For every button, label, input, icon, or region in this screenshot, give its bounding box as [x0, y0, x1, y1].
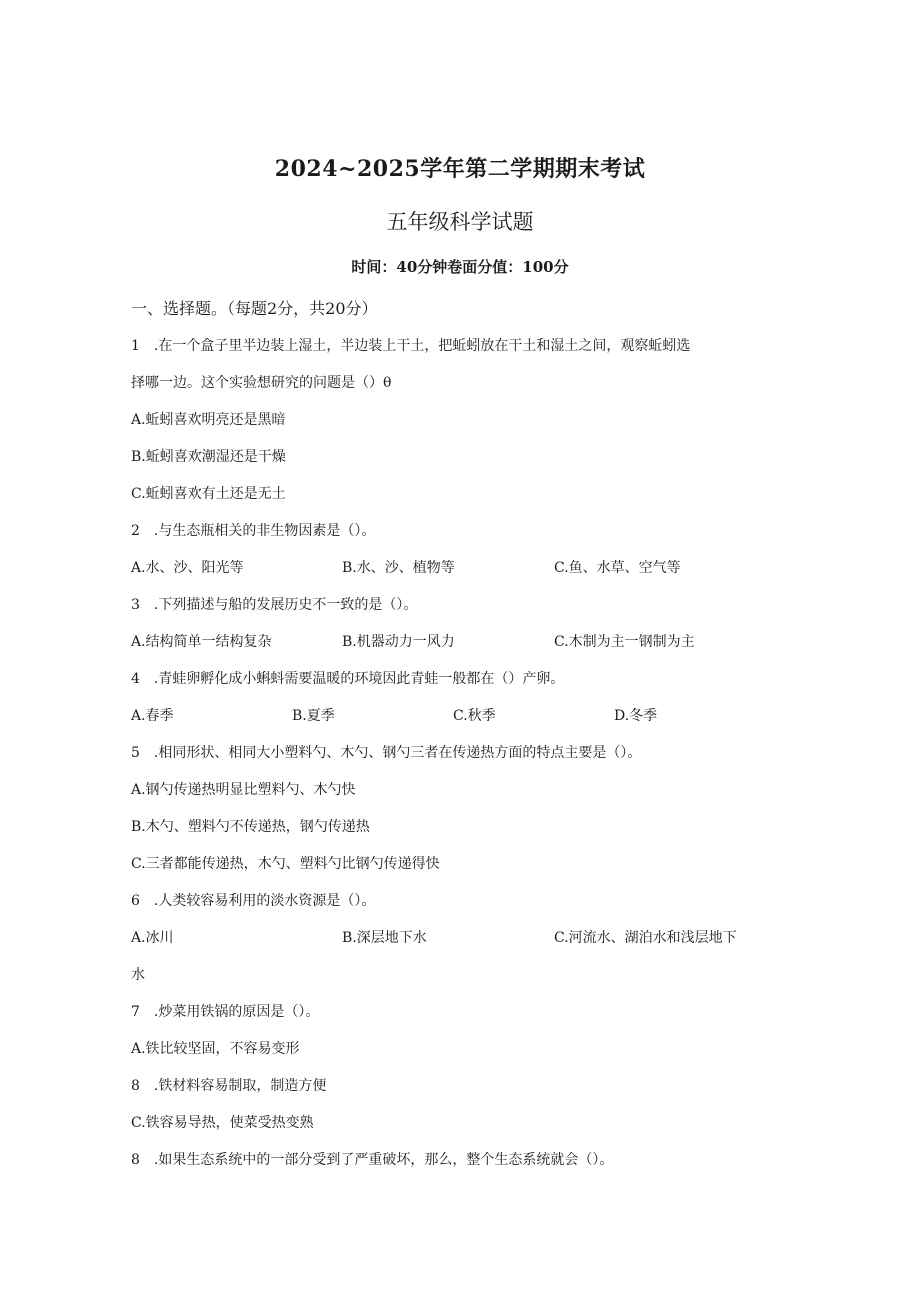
question-1-option-b: B.蚯蚓喜欢潮湿还是干燥 — [131, 449, 286, 465]
question-2-stem: 2 .与生态瓶相关的非生物因素是（）。 — [131, 523, 376, 539]
question-1-stem-line2: 择哪一边。这个实验想研究的问题是（）θ — [131, 375, 392, 391]
question-6-option-a: A.冰川 — [131, 930, 174, 946]
question-2-option-a: A.水、沙、阳光等 — [131, 560, 244, 576]
question-3-option-b: B.机器动力一风力 — [342, 634, 455, 650]
question-1-stem-line1: 1 .在一个盒子里半边装上湿土，半边装上干土，把蚯蚓放在干土和湿土之间，观察蚯蚓选 — [131, 338, 691, 354]
question-1-option-a: A.蚯蚓喜欢明亮还是黑暗 — [131, 412, 286, 428]
question-6-option-c: C.河流水、湖泊水和浅层地下 — [554, 930, 737, 946]
question-7-option-a: A.铁比较坚固，不容易变形 — [131, 1041, 300, 1057]
question-2-option-c: C.鱼、水草、空气等 — [554, 560, 681, 576]
question-6-option-b: B.深层地下水 — [342, 930, 427, 946]
question-5-stem: 5 .相同形状、相同大小塑料勺、木勺、钢勺三者在传递热方面的特点主要是（）。 — [131, 745, 642, 761]
question-5-option-a: A.钢勺传递热明显比塑料勺、木勺快 — [131, 782, 356, 798]
question-4-option-c: C.秋季 — [453, 708, 496, 724]
exam-subtitle: 五年级科学试题 — [386, 210, 534, 234]
question-5-option-b: B.木勺、塑料勺不传递热，钢勺传递热 — [131, 819, 370, 835]
question-1-option-c: C.蚯蚓喜欢有土还是无土 — [131, 486, 286, 502]
question-7-option-b: 8 .铁材料容易制取，制造方便 — [131, 1078, 327, 1094]
question-4-option-b: B.夏季 — [292, 708, 335, 724]
question-2-option-b: B.水、沙、植物等 — [342, 560, 455, 576]
question-3-option-c: C.木制为主一钢制为主 — [554, 634, 695, 650]
question-7-option-c: C.铁容易导热，使菜受热变熟 — [131, 1115, 314, 1131]
question-4-option-d: D.冬季 — [614, 708, 658, 724]
question-4-stem: 4 .青蛙卵孵化成小蝌蚪需要温暖的环境因此青蛙一般都在（）产卵。 — [131, 671, 565, 687]
question-6-stem: 6 .人类较容易利用的淡水资源是（）。 — [131, 893, 376, 909]
exam-meta: 时间：40分钟卷面分值：100分 — [351, 258, 569, 276]
exam-title: 2024~2025学年第二学期期末考试 — [274, 156, 646, 182]
question-7-stem: 7 .炒菜用铁锅的原因是（）。 — [131, 1004, 320, 1020]
question-4-option-a: A.春季 — [131, 708, 174, 724]
question-3-stem: 3 .下列描述与船的发展历史不一致的是（）。 — [131, 597, 418, 613]
question-8-stem: 8 .如果生态系统中的一部分受到了严重破坏，那么，整个生态系统就会（）。 — [131, 1152, 614, 1168]
question-3-option-a: A.结构简单一结构复杂 — [131, 634, 272, 650]
question-5-option-c: C.三者都能传递热，木勺、塑料勺比钢勺传递得快 — [131, 856, 440, 872]
question-6-option-c-wrap: 水 — [131, 967, 145, 983]
section-heading: 一、选择题。（每题2分，共20分） — [131, 299, 378, 318]
